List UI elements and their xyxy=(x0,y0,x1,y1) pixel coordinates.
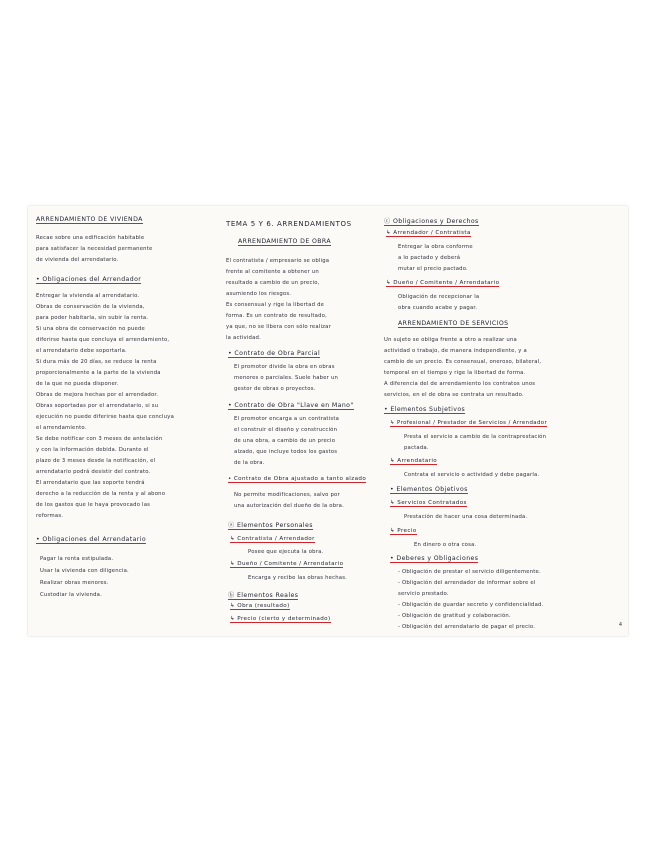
text-line: El contratista / empresario se obliga xyxy=(226,258,330,264)
text-line: Si dura más de 20 días, se reduce la renta xyxy=(36,359,157,365)
text-line: Obras soportadas por el arrendatario, si su xyxy=(36,403,159,409)
text-line: Presta el servicio a cambio de la contraprestación xyxy=(404,434,547,440)
heading-elementos-objetivos: • Elementos Objetivos xyxy=(390,486,468,493)
text-line: alzado, que incluye todos los gastos xyxy=(234,449,338,455)
text-line: obra cuando acabe y pagar. xyxy=(398,305,478,311)
text-line: el arrendamiento. xyxy=(36,425,87,431)
text-line: para poder habitarla, sin subir la renta. xyxy=(36,315,149,321)
text-line: ejecución no puede diferirse hasta que concluya xyxy=(36,414,175,420)
text-line: el construir el diseño y construcción xyxy=(234,427,338,433)
text-line: menores o parciales. Suele haber un xyxy=(234,375,339,381)
text-line: de la obra. xyxy=(234,460,265,466)
text-line: derecho a la reducción de la renta y al abono xyxy=(36,491,166,497)
text-line: a lo pactado y deberá xyxy=(398,255,461,261)
sub-dueno: ↳ Dueño / Comitente / Arrendatario xyxy=(230,561,344,567)
text-line: Obligación de recepcionar la xyxy=(398,294,480,300)
heading-elementos-subjetivos: • Elementos Subjetivos xyxy=(384,406,466,413)
heading-elementos-reales: ⓑ Elementos Reales xyxy=(228,592,299,599)
text-line: resultado a cambio de un precio, xyxy=(226,280,320,286)
heading-obra-parcial: • Contrato de Obra Parcial xyxy=(228,350,321,357)
text-line: - Obligación de prestar el servicio diligentemente. xyxy=(398,569,541,575)
intro-line: Recae sobre una edificación habitable xyxy=(36,235,145,241)
page-title: TEMA 5 Y 6. ARRENDAMIENTOS xyxy=(226,220,352,228)
text-line: Encarga y recibe las obras hechas. xyxy=(248,575,348,581)
text-line: la actividad. xyxy=(226,335,261,341)
text-line: de la que no pueda disponer. xyxy=(36,381,119,387)
text-line: - Obligación del arrendador de informar sobre el xyxy=(398,580,536,586)
text-line: arrendatario podrá desistir del contrato. xyxy=(36,469,151,475)
title-vivienda: ARRENDAMIENTO DE VIVIENDA xyxy=(36,216,143,223)
text-line: Pagar la renta estipulada. xyxy=(40,556,114,562)
text-line: - Obligación del arrendatario de pagar el precio. xyxy=(398,624,536,630)
text-line: Usar la vivienda con diligencia. xyxy=(40,568,129,574)
text-line: Obras de mejora hechas por el arrendador. xyxy=(36,392,159,398)
text-line: plazo de 3 meses desde la notificación, el xyxy=(36,458,156,464)
text-line: el arrendatario debe soportarla. xyxy=(36,348,127,354)
heading-obligaciones-arrendatario: • Obligaciones del Arrendatario xyxy=(36,536,147,543)
sub-precio-servicio: ↳ Precio xyxy=(390,528,417,534)
text-line: una autorización del dueño de la obra. xyxy=(234,503,344,509)
intro-line: de vivienda del arrendatario. xyxy=(36,257,119,263)
text-line: Custodiar la vivienda. xyxy=(40,592,102,598)
text-line: Realizar obras menores. xyxy=(40,580,109,586)
sub-obra: ↳ Obra (resultado) xyxy=(230,603,290,609)
text-line: actividad o trabajo, de manera independiente, y a xyxy=(384,348,527,354)
sub-contratista: ↳ Contratista / Arrendador xyxy=(230,536,315,542)
text-line: - Obligación de gratitud y colaboración. xyxy=(398,613,511,619)
text-line: servicio prestado. xyxy=(398,591,449,597)
title-servicios: ARRENDAMIENTO DE SERVICIOS xyxy=(398,320,509,327)
text-line: En dinero o otra cosa. xyxy=(414,542,477,548)
notes-sheet xyxy=(28,206,628,636)
heading-elementos-personales: ⓐ Elementos Personales xyxy=(228,522,313,529)
heading-obligaciones-derechos: ⓒ Obligaciones y Derechos xyxy=(384,218,479,225)
text-line: El arrendatario que las soporte tendrá xyxy=(36,480,145,486)
text-line: Entregar la vivienda al arrendatario. xyxy=(36,293,140,299)
text-line: proporcionalmente a la parte de la vivienda xyxy=(36,370,161,376)
text-line: Prestación de hacer una cosa determinada. xyxy=(404,514,528,520)
sub-servicios-contratados: ↳ Servicios Contratados xyxy=(390,500,467,506)
text-line: El promotor divide la obra en obras xyxy=(234,364,335,370)
sub-dueno-comitente: ↳ Dueño / Comitente / Arrendatario xyxy=(386,280,500,286)
text-line: cambio de un precio. Es consensual, oneroso, bilateral, xyxy=(384,359,542,365)
text-line: forma. Es un contrato de resultado, xyxy=(226,313,327,319)
text-line: y con la información debida. Durante el xyxy=(36,447,149,453)
sub-arrendatario: ↳ Arrendatario xyxy=(390,458,438,464)
sub-arrendador-contratista: ↳ Arrendador / Contratista xyxy=(386,230,471,236)
text-line: gestor de obras o proyectos. xyxy=(234,386,316,392)
text-line: Se debe notificar con 3 meses de antelación xyxy=(36,436,163,442)
text-line: ya que, no se libera con sólo realizar xyxy=(226,324,331,330)
title-obra: ARRENDAMIENTO DE OBRA xyxy=(238,238,332,245)
page-number: 4 xyxy=(618,622,622,628)
text-line: Obras de conservación de la vivienda, xyxy=(36,304,145,310)
text-line: Si una obra de conservación no puede xyxy=(36,326,146,332)
text-line: pactada. xyxy=(404,445,429,451)
text-line: A diferencia del de arrendamiento los contratos unos xyxy=(384,381,536,387)
text-line: temporal en el tiempo y rige la libertad de forma. xyxy=(384,370,526,376)
heading-llave-en-mano: • Contrato de Obra "Llave en Mano" xyxy=(228,402,354,409)
text-line: El promotor encarga a un contratista xyxy=(234,416,340,422)
sub-profesional: ↳ Profesional / Prestador de Servicios / Arrendador xyxy=(390,420,548,426)
text-line: asumiendo los riesgos. xyxy=(226,291,292,297)
text-line: Es consensual y rige la libertad de xyxy=(226,302,325,308)
text-line: mutar el precio pactado. xyxy=(398,266,468,272)
heading-obligaciones-arrendador: • Obligaciones del Arrendador xyxy=(36,276,142,283)
text-line: No permite modificaciones, salvo por xyxy=(234,492,340,498)
text-line: de una obra, a cambio de un precio xyxy=(234,438,336,444)
text-line: de los gastos que le haya provocado las xyxy=(36,502,151,508)
text-line: Un sujeto se obliga frente a otro a realizar una xyxy=(384,337,517,343)
text-line: Contrata el servicio o actividad y debe pagarla. xyxy=(404,472,540,478)
text-line: Posee que ejecuta la obra. xyxy=(248,549,324,555)
text-line: Entregar la obra conforme xyxy=(398,244,473,250)
text-line: diferirse hasta que concluya el arrendamiento, xyxy=(36,337,170,343)
text-line: servicios, en el de obra se contrata un resultado. xyxy=(384,392,524,398)
sub-precio: ↳ Precio (cierto y determinado) xyxy=(230,616,331,622)
text-line: reformas. xyxy=(36,513,64,519)
text-line: - Obligación de guardar secreto y confidencialidad. xyxy=(398,602,544,608)
intro-line: para satisfacer la necesidad permanente xyxy=(36,246,153,252)
heading-tanto-alzado: • Contrato de Obra ajustado a tanto alzado xyxy=(228,476,367,482)
text-line: frente al comitente a obtener un xyxy=(226,269,319,275)
heading-deberes-obligaciones: • Deberes y Obligaciones xyxy=(390,555,479,562)
